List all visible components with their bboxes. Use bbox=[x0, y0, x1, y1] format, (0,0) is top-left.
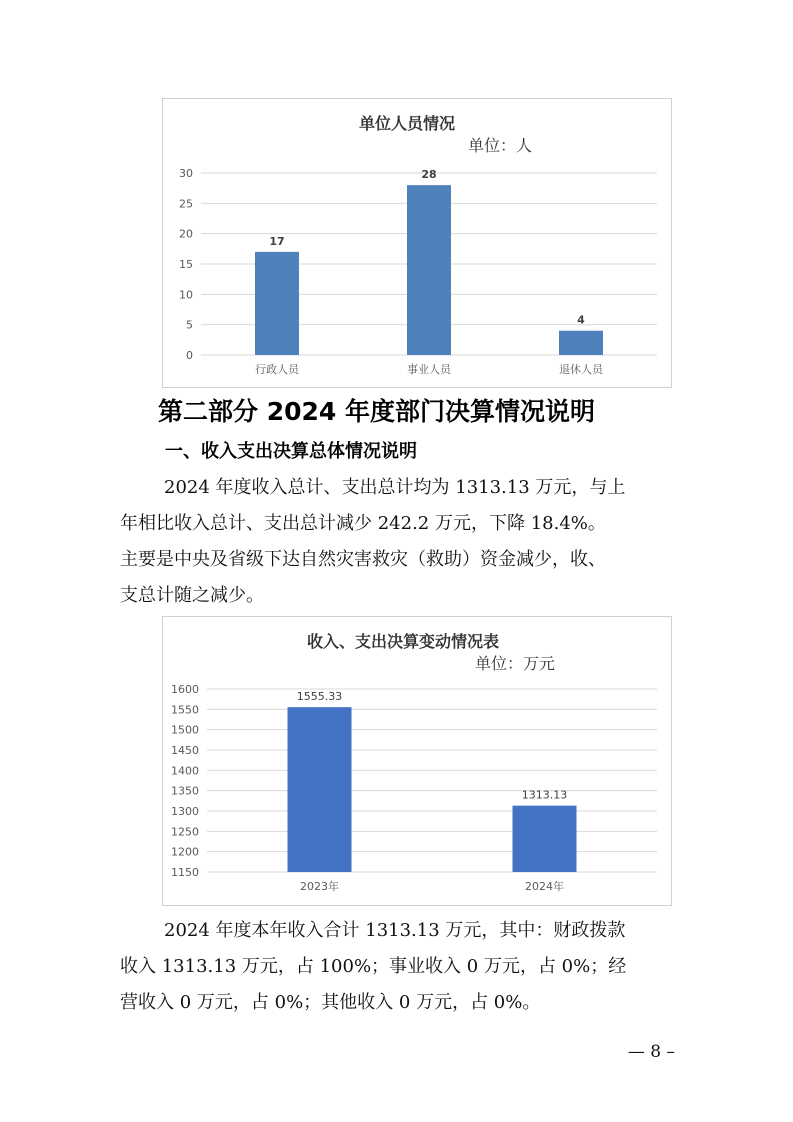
y-tick-label: 1450 bbox=[171, 744, 199, 757]
staff-chart-title: 单位人员情况 bbox=[359, 114, 456, 133]
subsection-heading: 一、收入支出决算总体情况说明 bbox=[165, 441, 417, 462]
y-tick-label: 15 bbox=[179, 258, 193, 271]
bar bbox=[288, 707, 352, 872]
paragraph-line: 营收入 0 万元，占 0%；其他收入 0 万元，占 0%。 bbox=[120, 992, 541, 1013]
y-tick-label: 1400 bbox=[171, 764, 199, 778]
y-tick-label: 20 bbox=[179, 227, 193, 241]
paragraph-line: 收入 1313.13 万元，占 100%；事业收入 0 万元，占 0%；经 bbox=[120, 956, 627, 977]
staff-chart-unit: 单位：人 bbox=[468, 136, 533, 155]
y-tick-label: 30 bbox=[179, 167, 193, 180]
section-heading: 第二部分 2024 年度部门决算情况说明 bbox=[158, 397, 595, 426]
income-chart-unit: 单位：万元 bbox=[475, 654, 556, 673]
summary-paragraph bbox=[120, 470, 680, 614]
income-chart-plot bbox=[163, 617, 671, 905]
y-tick-label: 0 bbox=[186, 349, 193, 362]
paragraph-line: 年相比收入总计、支出总计减少 242.2 万元，下降 18.4%。 bbox=[120, 513, 606, 534]
x-tick-label: 2023年 bbox=[300, 880, 339, 893]
data-label: 1313.13 bbox=[521, 788, 568, 802]
y-tick-label: 1600 bbox=[171, 683, 199, 696]
x-tick-label: 退休人员 bbox=[559, 363, 603, 376]
income-chart-title: 收入、支出决算变动情况表 bbox=[307, 632, 500, 651]
paragraph-line: 2024 年度收入总计、支出总计均为 1313.13 万元，与上 bbox=[164, 477, 626, 498]
data-label: 28 bbox=[421, 168, 437, 182]
x-tick-label: 行政人员 bbox=[255, 363, 299, 376]
bar bbox=[407, 185, 451, 355]
page-number: — 8 – bbox=[627, 1042, 675, 1062]
y-tick-label: 1200 bbox=[171, 845, 199, 859]
data-label: 17 bbox=[269, 234, 285, 248]
staff-chart bbox=[162, 98, 672, 388]
y-tick-label: 1150 bbox=[171, 866, 199, 879]
x-tick-label: 2024年 bbox=[525, 880, 564, 893]
y-tick-label: 1550 bbox=[171, 703, 199, 717]
y-tick-label: 1300 bbox=[171, 805, 199, 818]
y-tick-label: 1250 bbox=[171, 825, 199, 839]
income-expense-chart bbox=[162, 616, 672, 906]
income-paragraph bbox=[120, 913, 680, 1021]
bar bbox=[513, 806, 577, 872]
y-tick-label: 5 bbox=[186, 318, 193, 332]
y-tick-label: 1500 bbox=[171, 723, 199, 737]
y-tick-label: 1350 bbox=[171, 784, 199, 798]
staff-chart-plot bbox=[163, 99, 671, 387]
y-tick-label: 25 bbox=[179, 197, 193, 211]
paragraph-line: 支总计随之减少。 bbox=[120, 585, 264, 606]
paragraph-line: 2024 年度本年收入合计 1313.13 万元，其中：财政拨款 bbox=[164, 920, 626, 941]
x-tick-label: 事业人员 bbox=[407, 363, 451, 376]
bar bbox=[255, 252, 299, 355]
y-tick-label: 10 bbox=[179, 288, 193, 302]
data-label: 1555.33 bbox=[296, 690, 343, 704]
data-label: 4 bbox=[577, 313, 585, 327]
paragraph-line: 主要是中央及省级下达自然灾害救灾（救助）资金减少，收、 bbox=[120, 549, 606, 570]
bar bbox=[559, 331, 603, 355]
